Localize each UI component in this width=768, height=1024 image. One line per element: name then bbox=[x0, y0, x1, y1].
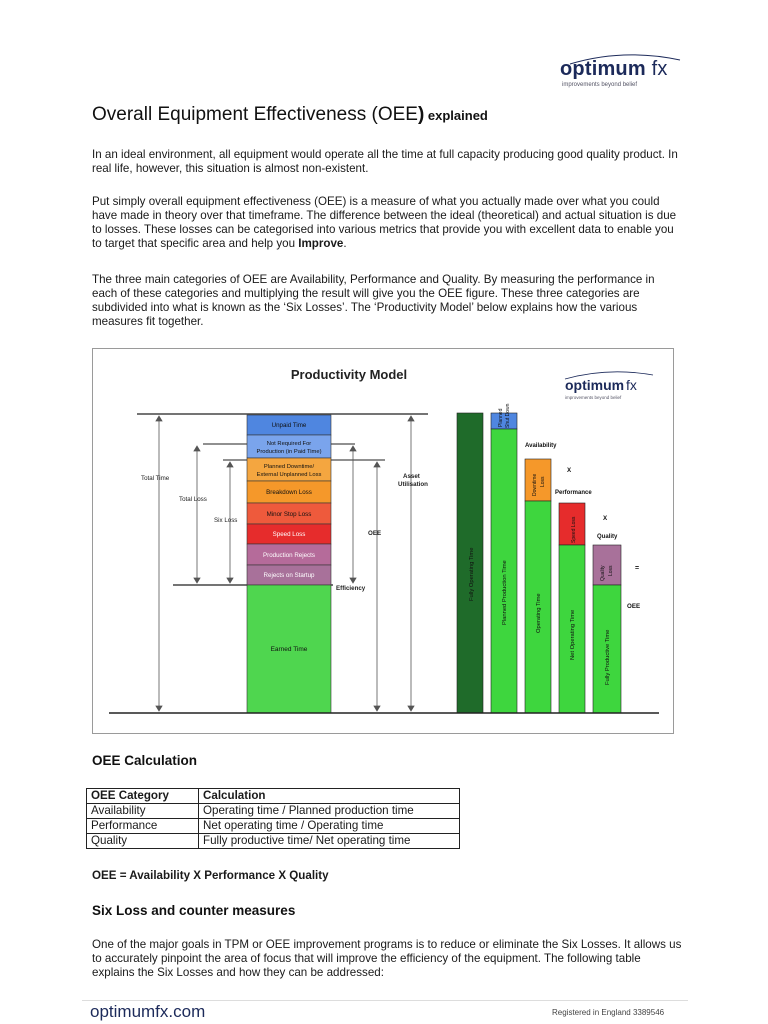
svg-text:Production (in Paid Time): Production (in Paid Time) bbox=[256, 449, 322, 455]
oee-calculation-heading: OEE Calculation bbox=[92, 753, 198, 768]
oee-calculation-table bbox=[86, 788, 460, 849]
total-loss-label: Total Loss bbox=[179, 496, 207, 503]
page-title: Overall Equipment Effectiveness (OEE) explained bbox=[92, 104, 488, 125]
bar-quality-loss bbox=[593, 545, 621, 585]
svg-text:Fully Productive Time: Fully Productive Time bbox=[605, 629, 611, 685]
availability-label: Availability bbox=[525, 443, 557, 449]
multiply-sign-2: X bbox=[603, 515, 608, 522]
svg-text:optimum: optimum bbox=[565, 377, 625, 393]
figure-title: Productivity Model bbox=[290, 367, 408, 382]
svg-text:Production Rejects: Production Rejects bbox=[263, 552, 315, 559]
svg-text:fx: fx bbox=[626, 377, 637, 393]
productivity-model-figure bbox=[92, 348, 674, 734]
productivity-model-svg bbox=[93, 349, 673, 733]
logo-tagline: improvements beyond belief bbox=[562, 82, 638, 88]
logo-suffix: fx bbox=[651, 58, 668, 80]
svg-text:improvements beyond belief: improvements beyond belief bbox=[565, 395, 622, 400]
efficiency-label: Efficiency bbox=[336, 585, 366, 592]
svg-text:Breakdown Loss: Breakdown Loss bbox=[266, 489, 312, 496]
six-loss-heading: Six Loss and counter measures bbox=[92, 903, 296, 918]
asset-utilisation-label-1: Asset bbox=[403, 473, 420, 480]
svg-text:Net Operating Time: Net Operating Time bbox=[570, 609, 576, 660]
svg-text:Unpaid Time: Unpaid Time bbox=[271, 422, 307, 429]
quality-label: Quality bbox=[597, 534, 618, 540]
svg-text:Fully Operating Time: Fully Operating Time bbox=[469, 547, 475, 601]
figure-logo bbox=[565, 372, 653, 400]
svg-text:Not Required For: Not Required For bbox=[266, 441, 312, 447]
logo-swoosh-icon bbox=[568, 52, 683, 66]
svg-text:Downtime: Downtime bbox=[532, 473, 538, 496]
table-row: Performance Net operating time / Operating time bbox=[87, 819, 460, 834]
logo-name: optimum bbox=[560, 58, 646, 80]
multiply-sign-1: X bbox=[567, 467, 572, 474]
total-time-label: Total Time bbox=[141, 475, 170, 482]
intro-paragraph-3: The three main categories of OEE are Availability, Performance and Quality. By measuring the performance in each of these categories and multiplying the result will give you the OEE figure. These three categories are subdivided into what is known as the ‘Six Losses’. The ‘Productivity Model’ below explains how the various measures fit together. bbox=[92, 273, 655, 328]
footer-url-link[interactable]: optimumfx.com bbox=[90, 1002, 206, 1021]
footer-divider bbox=[82, 1000, 688, 1001]
oee-bars bbox=[457, 403, 640, 713]
oee-dim-label: OEE bbox=[368, 530, 382, 537]
time-stack bbox=[247, 415, 331, 713]
oee-formula: OEE = Availability X Performance X Quality bbox=[92, 869, 329, 882]
table-header-row: OEE Category Calculation bbox=[87, 789, 460, 804]
bar-downtime-loss bbox=[525, 459, 551, 501]
table-row: Quality Fully productive time/ Net operating time bbox=[87, 834, 460, 849]
svg-text:Minor Stop Loss: Minor Stop Loss bbox=[266, 511, 312, 518]
asset-utilisation-label-2: Utilisation bbox=[398, 481, 428, 488]
svg-text:Planned: Planned bbox=[498, 408, 504, 427]
svg-text:Planned Downtime/: Planned Downtime/ bbox=[263, 464, 315, 470]
svg-text:Speed Loss: Speed Loss bbox=[571, 516, 577, 543]
svg-text:Loss: Loss bbox=[540, 476, 546, 487]
svg-text:Shut Down: Shut Down bbox=[505, 403, 511, 428]
svg-text:Speed Loss: Speed Loss bbox=[272, 531, 306, 538]
bar-planned-shut-down bbox=[491, 413, 517, 429]
svg-text:Earned Time: Earned Time bbox=[270, 646, 308, 653]
equals-sign: = bbox=[635, 565, 640, 572]
intro-paragraph-2: Put simply overall equipment effectiveness (OEE) is a measure of what you actually made over what you could have made in theory over that timeframe. The difference between the ideal (theoretical) and actual situation is due to losses. These losses can be categorised into various metrics that provide you with excellent data to enable you to target that specific area and help you Improve. bbox=[92, 195, 677, 250]
oee-result-label: OEE bbox=[627, 603, 641, 610]
performance-label: Performance bbox=[555, 490, 592, 496]
table-row: Availability Operating time / Planned production time bbox=[87, 804, 460, 819]
svg-text:Loss: Loss bbox=[608, 565, 614, 576]
brand-logo bbox=[560, 58, 680, 104]
svg-text:External Unplanned Loss: External Unplanned Loss bbox=[256, 472, 322, 478]
svg-text:Operating Time: Operating Time bbox=[536, 593, 542, 633]
svg-text:Planned Production Time: Planned Production Time bbox=[502, 560, 508, 625]
six-loss-paragraph: One of the major goals in TPM or OEE improvement programs is to reduce or eliminate the Six Losses. It allows us to accurately pinpoint the area of focus that will improve the efficiency of the equipment. The following table explains the Six Losses and how they can be addressed: bbox=[92, 938, 682, 979]
intro-paragraph-1: In an ideal environment, all equipment would operate all the time at full capacity producing good quality product. In real life, however, this situation is almost non-existent. bbox=[92, 148, 678, 175]
six-loss-label: Six Loss bbox=[214, 517, 238, 524]
svg-text:Rejects on Startup: Rejects on Startup bbox=[263, 572, 315, 579]
svg-text:Quality: Quality bbox=[600, 565, 606, 581]
improve-emphasis: Improve bbox=[298, 237, 344, 250]
footer-registration: Registered in England 3389546 bbox=[552, 1008, 665, 1017]
